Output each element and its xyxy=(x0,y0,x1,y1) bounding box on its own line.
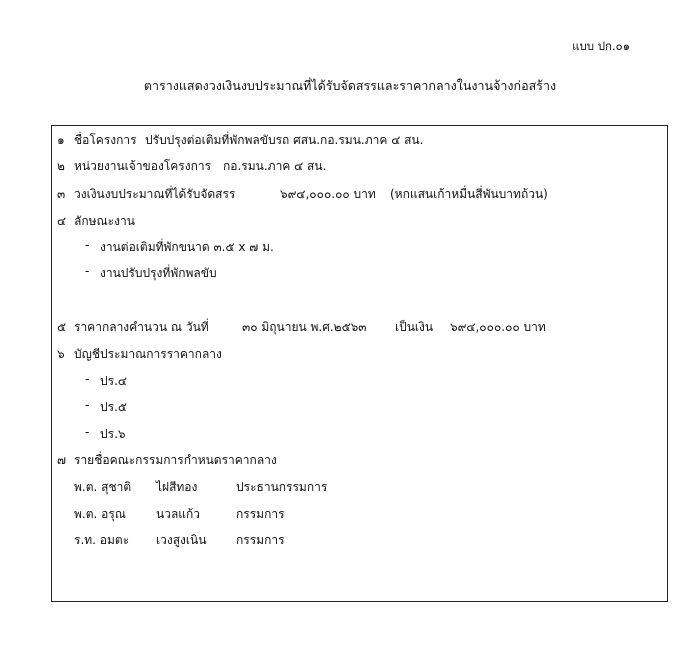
budget-amount-text: (หกแสนเก้าหมื่นสี่พันบาทถ้วน) xyxy=(390,187,548,201)
item-number: ๑ xyxy=(57,133,65,147)
item-label: ชื่อโครงการ xyxy=(74,133,137,147)
budget-amount: ๖๙๔,๐๐๐.๐๐ บาท xyxy=(280,187,376,201)
document-title: ตารางแสดงวงเงินงบประมาณที่ได้รับจัดสรรและราคากลางในงานจ้างก่อสร้าง xyxy=(143,78,557,93)
item-number: ๒ xyxy=(57,159,65,173)
price-sum: ๖๙๔,๐๐๐.๐๐ บาท xyxy=(450,320,546,334)
form-code: แบบ ปก.๐๑ xyxy=(572,39,630,53)
item-value: กอ.รมน.ภาค ๔ สน. xyxy=(223,159,327,173)
price-date: ๓๐ มิถุนายน พ.ศ.๒๕๖๓ xyxy=(242,320,367,334)
item-label: ราคากลางคำนวน ณ วันที่ xyxy=(74,320,209,334)
item-label: ลักษณะงาน xyxy=(74,214,135,228)
item-label: วงเงินงบประมาณที่ได้รับจัดสรร xyxy=(74,187,236,201)
item-number: ๓ xyxy=(57,187,66,201)
price-sum-label: เป็นเงิน xyxy=(395,320,434,334)
item-value: ปรับปรุงต่อเติมที่พักพลขับรถ ศสน.กอ.รมน.ภาค ๔ สน. xyxy=(145,133,424,147)
item-label: หน่วยงานเจ้าของโครงการ xyxy=(74,159,212,173)
item-number: ๖ xyxy=(57,347,65,361)
item-label: รายชื่อคณะกรรมการกำหนดราคากลาง xyxy=(74,453,277,467)
item-label: บัญชีประมาณการราคากลาง xyxy=(74,347,222,361)
item-number: ๕ xyxy=(57,320,67,334)
item-number: ๔ xyxy=(57,214,67,228)
item-number: ๗ xyxy=(57,453,67,467)
